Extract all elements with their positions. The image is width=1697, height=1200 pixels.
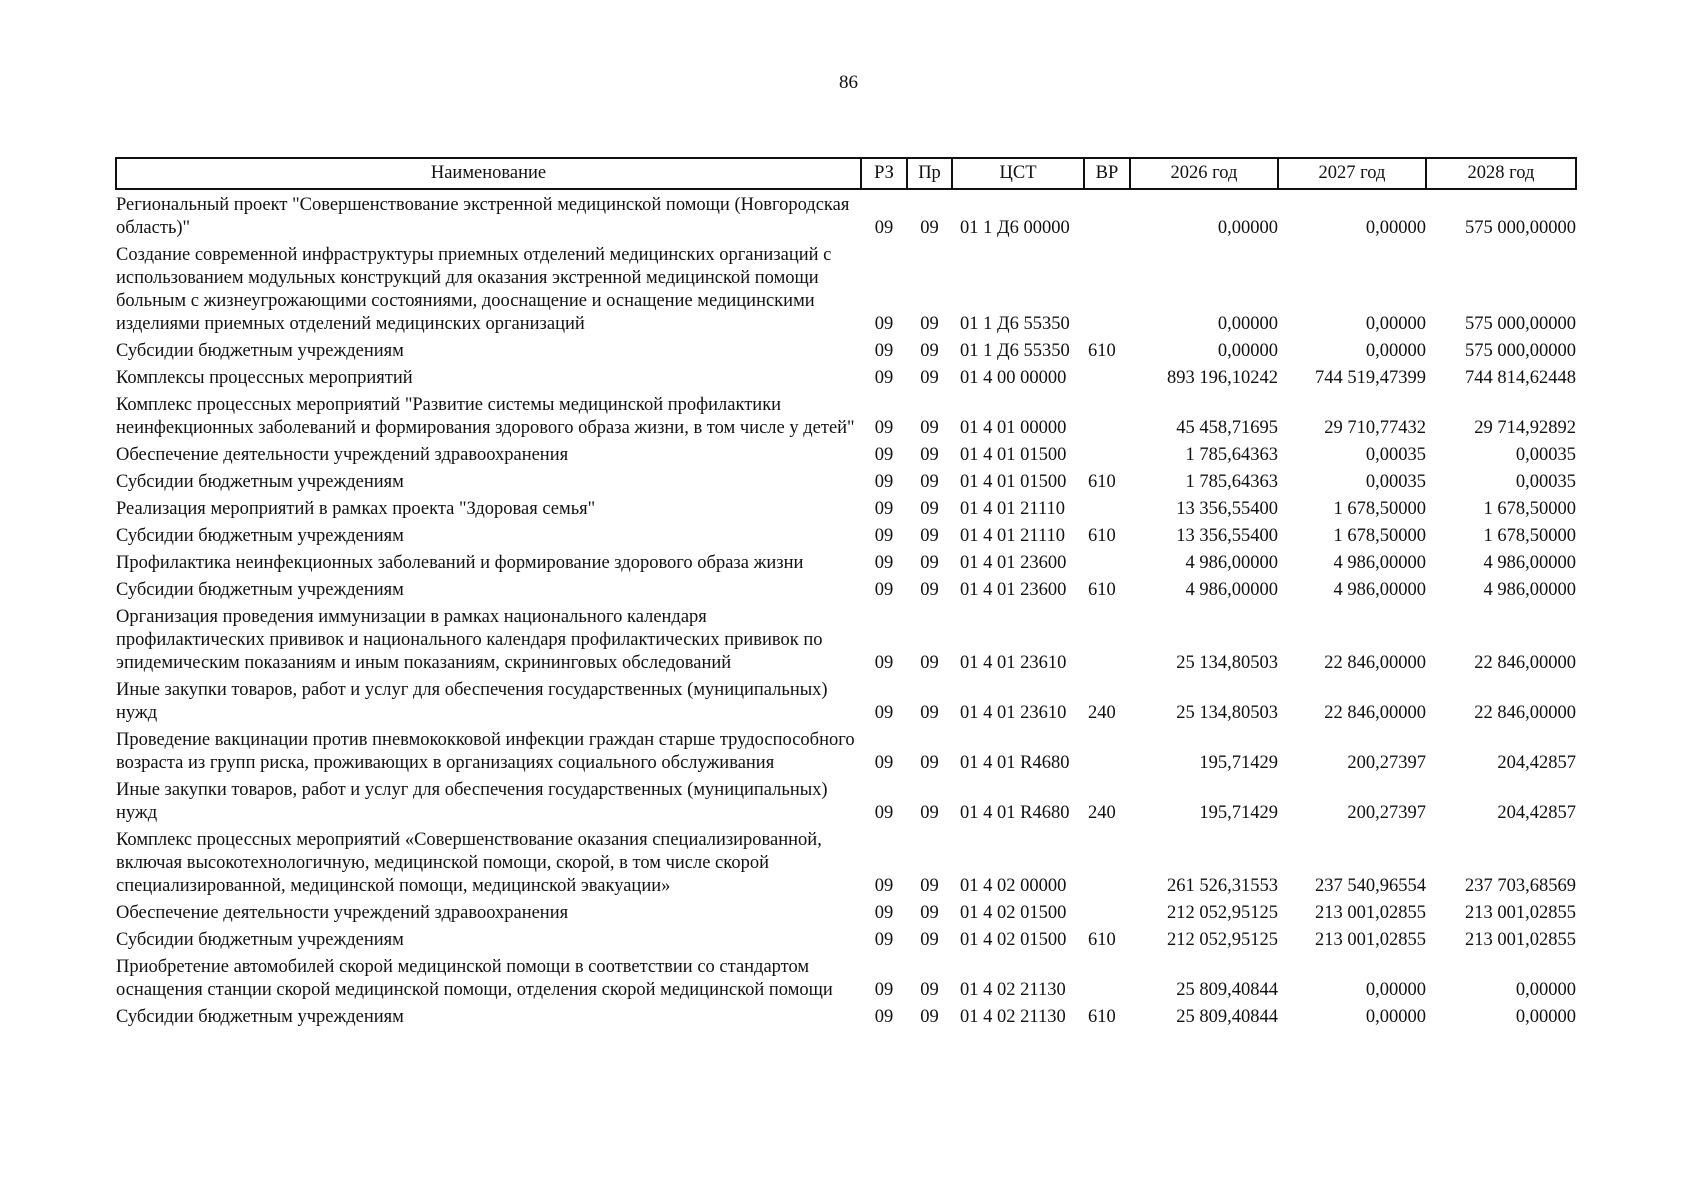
table-row xyxy=(116,954,1576,1004)
row-cst: 01 4 01 23610 xyxy=(960,653,1067,673)
row-amount-2026: 0,00000 xyxy=(1217,314,1278,334)
header-2028: 2028 год xyxy=(1426,158,1576,189)
row-amount-2028: 1 678,50000 xyxy=(1483,499,1576,519)
row-rz: 09 xyxy=(874,803,894,823)
row-rz: 09 xyxy=(874,472,894,492)
table-body xyxy=(116,189,1576,1031)
row-amount-2027: 0,00000 xyxy=(1365,314,1426,334)
row-amount-2026: 261 526,31553 xyxy=(1167,876,1278,896)
row-amount-2027: 22 846,00000 xyxy=(1324,703,1426,723)
header-2027: 2027 год xyxy=(1278,158,1426,189)
row-pr: 09 xyxy=(920,876,939,896)
row-amount-2026: 1 785,64363 xyxy=(1185,445,1278,465)
row-vr xyxy=(1084,365,1130,392)
row-cst: 01 4 02 01500 xyxy=(960,930,1067,950)
row-cst: 01 1 Д6 00000 xyxy=(960,218,1070,238)
row-amount-2028: 0,00035 xyxy=(1515,472,1576,492)
row-vr xyxy=(1084,442,1130,469)
row-amount-2027: 1 678,50000 xyxy=(1333,526,1426,546)
row-amount-2027: 0,00000 xyxy=(1365,341,1426,361)
row-pr: 09 xyxy=(920,368,939,388)
row-rz: 09 xyxy=(874,445,894,465)
table-row xyxy=(116,677,1576,727)
row-amount-2028: 1 678,50000 xyxy=(1483,526,1576,546)
row-amount-2026: 45 458,71695 xyxy=(1176,418,1278,438)
row-amount-2028: 204,42857 xyxy=(1497,753,1576,773)
row-name: Проведение вакцинации против пневмококковой инфекции граждан старше трудоспособного возраста из групп риска, проживающих в организациях социального обслуживания xyxy=(116,730,855,773)
table-row xyxy=(116,365,1576,392)
table-row xyxy=(116,392,1576,442)
header-vr: ВР xyxy=(1084,158,1130,189)
row-vr xyxy=(1084,827,1130,900)
row-rz: 09 xyxy=(874,526,894,546)
page-number: 86 xyxy=(839,72,858,93)
budget-table xyxy=(115,157,1577,1031)
row-amount-2027: 4 986,00000 xyxy=(1333,580,1426,600)
row-amount-2028: 204,42857 xyxy=(1497,803,1576,823)
row-amount-2028: 0,00000 xyxy=(1515,980,1576,1000)
row-amount-2026: 25 134,80503 xyxy=(1176,653,1278,673)
row-amount-2027: 200,27397 xyxy=(1347,803,1426,823)
row-pr: 09 xyxy=(920,218,939,238)
row-rz: 09 xyxy=(874,876,894,896)
row-amount-2028: 4 986,00000 xyxy=(1483,580,1576,600)
row-vr xyxy=(1084,954,1130,1004)
row-amount-2028: 22 846,00000 xyxy=(1474,703,1576,723)
row-amount-2026: 13 356,55400 xyxy=(1176,499,1278,519)
row-vr: 240 xyxy=(1088,703,1116,723)
row-cst: 01 4 01 23610 xyxy=(960,703,1067,723)
row-pr: 09 xyxy=(920,980,939,1000)
header-2026: 2026 год xyxy=(1130,158,1278,189)
row-name: Субсидии бюджетным учреждениям xyxy=(116,580,404,600)
row-amount-2026: 4 986,00000 xyxy=(1185,553,1278,573)
header-cst: ЦСТ xyxy=(952,158,1084,189)
row-vr: 610 xyxy=(1088,526,1116,546)
row-vr xyxy=(1084,189,1130,242)
row-cst: 01 4 01 01500 xyxy=(960,445,1067,465)
row-amount-2026: 13 356,55400 xyxy=(1176,526,1278,546)
header-name: Наименование xyxy=(116,158,861,189)
row-pr: 09 xyxy=(920,1007,939,1027)
row-rz: 09 xyxy=(874,930,894,950)
row-amount-2028: 22 846,00000 xyxy=(1474,653,1576,673)
table-row xyxy=(116,1004,1576,1031)
row-rz: 09 xyxy=(874,580,894,600)
row-amount-2027: 237 540,96554 xyxy=(1315,876,1426,896)
table-row xyxy=(116,442,1576,469)
header-rz: РЗ xyxy=(861,158,907,189)
table-row xyxy=(116,523,1576,550)
row-cst: 01 4 01 R4680 xyxy=(960,803,1070,823)
table-row xyxy=(116,927,1576,954)
table-row xyxy=(116,550,1576,577)
row-amount-2027: 22 846,00000 xyxy=(1324,653,1426,673)
row-vr: 610 xyxy=(1088,341,1116,361)
row-vr: 610 xyxy=(1088,1007,1116,1027)
row-amount-2026: 4 986,00000 xyxy=(1185,580,1278,600)
row-rz: 09 xyxy=(874,418,894,438)
row-name: Иные закупки товаров, работ и услуг для обеспечения государственных (муниципальных) нужд xyxy=(116,780,828,823)
row-pr: 09 xyxy=(920,580,939,600)
row-rz: 09 xyxy=(874,1007,894,1027)
row-rz: 09 xyxy=(874,980,894,1000)
row-pr: 09 xyxy=(920,526,939,546)
row-cst: 01 4 01 01500 xyxy=(960,472,1067,492)
row-amount-2028: 0,00035 xyxy=(1515,445,1576,465)
row-rz: 09 xyxy=(874,341,894,361)
row-amount-2028: 213 001,02855 xyxy=(1465,930,1576,950)
row-name: Создание современной инфраструктуры приемных отделений медицинских организаций с использованием модульных конструкций для оказания экстренной медицинской помощи больным с жизнеугрожающими состояниями, дооснащение и оснащение медицинскими изделиями приемных отделений медицинских организаций xyxy=(116,245,832,334)
row-amount-2026: 0,00000 xyxy=(1217,341,1278,361)
row-amount-2027: 744 519,47399 xyxy=(1315,368,1426,388)
row-amount-2026: 0,00000 xyxy=(1217,218,1278,238)
row-cst: 01 4 01 21110 xyxy=(960,499,1066,519)
row-amount-2028: 213 001,02855 xyxy=(1465,903,1576,923)
row-cst: 01 4 01 23600 xyxy=(960,580,1067,600)
row-amount-2026: 25 809,40844 xyxy=(1176,1007,1278,1027)
row-pr: 09 xyxy=(920,314,939,334)
row-pr: 09 xyxy=(920,445,939,465)
row-cst: 01 4 02 01500 xyxy=(960,903,1067,923)
row-rz: 09 xyxy=(874,368,894,388)
row-name: Субсидии бюджетным учреждениям xyxy=(116,930,404,950)
row-amount-2026: 25 809,40844 xyxy=(1176,980,1278,1000)
row-amount-2027: 0,00000 xyxy=(1365,980,1426,1000)
row-pr: 09 xyxy=(920,341,939,361)
row-pr: 09 xyxy=(920,753,939,773)
row-name: Обеспечение деятельности учреждений здравоохранения xyxy=(116,445,569,465)
row-pr: 09 xyxy=(920,653,939,673)
table-row xyxy=(116,469,1576,496)
row-pr: 09 xyxy=(920,472,939,492)
row-cst: 01 4 02 21130 xyxy=(960,1007,1066,1027)
row-amount-2027: 0,00000 xyxy=(1365,1007,1426,1027)
row-vr xyxy=(1084,242,1130,338)
table-row xyxy=(116,727,1576,777)
row-name: Региональный проект "Совершенствование экстренной медицинской помощи (Новгородская область)" xyxy=(116,195,850,238)
row-pr: 09 xyxy=(920,903,939,923)
row-amount-2027: 0,00000 xyxy=(1365,218,1426,238)
header-pr: Пр xyxy=(907,158,952,189)
table-row xyxy=(116,577,1576,604)
row-cst: 01 4 01 21110 xyxy=(960,526,1066,546)
row-vr xyxy=(1084,496,1130,523)
table-row xyxy=(116,604,1576,677)
row-rz: 09 xyxy=(874,314,894,334)
row-amount-2027: 200,27397 xyxy=(1347,753,1426,773)
row-cst: 01 4 02 21130 xyxy=(960,980,1066,1000)
row-amount-2026: 195,71429 xyxy=(1199,753,1278,773)
row-amount-2027: 0,00035 xyxy=(1365,445,1426,465)
table-row xyxy=(116,338,1576,365)
row-amount-2028: 744 814,62448 xyxy=(1465,368,1576,388)
row-amount-2027: 213 001,02855 xyxy=(1315,903,1426,923)
row-amount-2027: 1 678,50000 xyxy=(1333,499,1426,519)
row-amount-2026: 212 052,95125 xyxy=(1167,903,1278,923)
row-rz: 09 xyxy=(874,903,894,923)
row-vr xyxy=(1084,900,1130,927)
row-pr: 09 xyxy=(920,930,939,950)
row-name: Комплекс процессных мероприятий "Развитие системы медицинской профилактики неинфекционных заболеваний и формирования здорового образа жизни, в том числе у детей" xyxy=(116,395,855,438)
row-vr: 610 xyxy=(1088,930,1116,950)
row-amount-2028: 575 000,00000 xyxy=(1465,218,1576,238)
row-amount-2027: 0,00035 xyxy=(1365,472,1426,492)
row-amount-2028: 29 714,92892 xyxy=(1474,418,1576,438)
row-amount-2028: 237 703,68569 xyxy=(1465,876,1576,896)
row-rz: 09 xyxy=(874,753,894,773)
row-name: Профилактика неинфекционных заболеваний и формирование здорового образа жизни xyxy=(116,553,804,573)
row-amount-2028: 575 000,00000 xyxy=(1465,341,1576,361)
row-vr: 610 xyxy=(1088,580,1116,600)
row-cst: 01 4 01 R4680 xyxy=(960,753,1070,773)
row-name: Комплексы процессных мероприятий xyxy=(116,368,413,388)
table-row xyxy=(116,496,1576,523)
row-amount-2026: 212 052,95125 xyxy=(1167,930,1278,950)
table-row xyxy=(116,189,1576,242)
row-rz: 09 xyxy=(874,499,894,519)
row-amount-2026: 893 196,10242 xyxy=(1167,368,1278,388)
row-cst: 01 4 02 00000 xyxy=(960,876,1067,896)
table-row xyxy=(116,242,1576,338)
row-name: Приобретение автомобилей скорой медицинской помощи в соответствии со стандартом оснащения станции скорой медицинской помощи, отделения скорой медицинской помощи xyxy=(116,957,833,1000)
row-cst: 01 4 01 00000 xyxy=(960,418,1067,438)
row-amount-2028: 0,00000 xyxy=(1515,1007,1576,1027)
row-amount-2026: 195,71429 xyxy=(1199,803,1278,823)
table-header-row xyxy=(116,158,1576,189)
row-name: Субсидии бюджетным учреждениям xyxy=(116,341,404,361)
row-rz: 09 xyxy=(874,703,894,723)
row-rz: 09 xyxy=(874,653,894,673)
row-name: Субсидии бюджетным учреждениям xyxy=(116,472,404,492)
row-rz: 09 xyxy=(874,553,894,573)
row-name: Реализация мероприятий в рамках проекта "Здоровая семья" xyxy=(116,499,596,519)
row-cst: 01 1 Д6 55350 xyxy=(960,341,1070,361)
row-pr: 09 xyxy=(920,703,939,723)
row-name: Обеспечение деятельности учреждений здравоохранения xyxy=(116,903,569,923)
table-row xyxy=(116,900,1576,927)
row-pr: 09 xyxy=(920,499,939,519)
row-amount-2027: 29 710,77432 xyxy=(1324,418,1426,438)
row-pr: 09 xyxy=(920,553,939,573)
row-pr: 09 xyxy=(920,418,939,438)
row-name: Комплекс процессных мероприятий «Совершенствование оказания специализированной, включая высокотехнологичную, медицинской помощи, скорой, в том числе скорой специализированной, медицинской помощи, медицинской эвакуации» xyxy=(116,830,822,896)
row-amount-2026: 1 785,64363 xyxy=(1185,472,1278,492)
table-row xyxy=(116,777,1576,827)
row-pr: 09 xyxy=(920,803,939,823)
row-amount-2028: 4 986,00000 xyxy=(1483,553,1576,573)
table-row xyxy=(116,827,1576,900)
row-name: Субсидии бюджетным учреждениям xyxy=(116,526,404,546)
row-amount-2028: 575 000,00000 xyxy=(1465,314,1576,334)
row-vr xyxy=(1084,392,1130,442)
row-amount-2026: 25 134,80503 xyxy=(1176,703,1278,723)
row-vr xyxy=(1084,550,1130,577)
row-name: Субсидии бюджетным учреждениям xyxy=(116,1007,404,1027)
row-cst: 01 4 00 00000 xyxy=(960,368,1067,388)
row-amount-2027: 213 001,02855 xyxy=(1315,930,1426,950)
row-vr: 240 xyxy=(1088,803,1116,823)
row-name: Организация проведения иммунизации в рамках национального календаря профилактических прививок и национального календаря профилактических прививок по эпидемическим показаниям и иным показаниям, скрининговых обследований xyxy=(116,607,823,673)
row-rz: 09 xyxy=(874,218,894,238)
row-cst: 01 4 01 23600 xyxy=(960,553,1067,573)
row-vr xyxy=(1084,727,1130,777)
row-vr: 610 xyxy=(1088,472,1116,492)
row-vr xyxy=(1084,604,1130,677)
row-name: Иные закупки товаров, работ и услуг для обеспечения государственных (муниципальных) нужд xyxy=(116,680,828,723)
row-cst: 01 1 Д6 55350 xyxy=(960,314,1070,334)
row-amount-2027: 4 986,00000 xyxy=(1333,553,1426,573)
